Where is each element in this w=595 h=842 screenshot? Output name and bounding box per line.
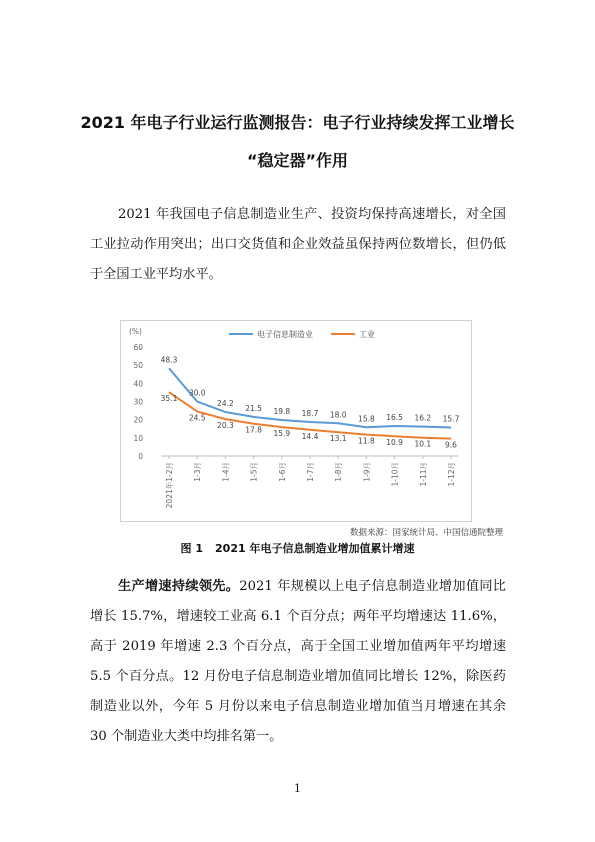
data-label: 35.1 [160, 394, 178, 404]
x-tick-label: 1-12月 [447, 462, 456, 487]
y-tick-label: 60 [133, 343, 143, 352]
data-label: 15.9 [273, 429, 291, 439]
data-label: 10.9 [386, 438, 403, 448]
intro-paragraph: 2021 年我国电子信息制造业生产、投资均保持高速增长，对全国工业拉动作用突出；出口交货值和企业效益虽保持两位数增长，但仍低于全国工业平均水平。 [90, 207, 506, 282]
data-label: 13.1 [329, 434, 347, 444]
source-note: 数据来源：国家统计局、中国信通院整理 [349, 528, 503, 538]
data-label: 24.5 [188, 413, 206, 423]
section-lead: 生产增速持续领先。 [118, 579, 240, 594]
title-line-1: 2021 年电子行业运行监测报告：电子行业持续发挥工业增长 [80, 113, 515, 132]
legend-label-1: 工业 [359, 330, 375, 339]
data-label: 20.3 [217, 421, 234, 431]
x-tick-label: 1-6月 [277, 462, 287, 482]
section-paragraph [90, 572, 506, 752]
data-label: 18.0 [329, 410, 347, 420]
legend-label-0: 电子信息制造业 [257, 330, 313, 339]
x-tick-label: 1-8月 [334, 462, 344, 482]
figure-title: 2021 年电子信息制造业增加值累计增速 [215, 542, 415, 555]
data-label: 16.2 [414, 413, 432, 423]
title-line-2: “稳定器”作用 [246, 151, 349, 170]
x-tick-label: 1-4月 [221, 462, 231, 482]
x-tick-label: 1-10月 [390, 462, 400, 487]
section-body: 2021 年规模以上电子信息制造业增加值同比增长 15.7%，增速较工业高 6.1 个百分点；两年平均增速达 11.6%，高于 2019 年增速 2.3 个百分点，高于全国工业增加值两年平均增速 5.5 个百分点。12 月份电子信息制造业增加值同比增长 12%，除医药制造业以外，今年 5 月份以来电子信息制造业增加值当月增速在其余 30 个制造业大类中均排名第一。 [90, 579, 506, 744]
x-tick-label: 1-7月 [306, 462, 315, 482]
series-line-0 [169, 368, 451, 427]
data-label: 24.2 [217, 399, 234, 409]
growth-chart [120, 320, 472, 522]
y-axis-label: (%) [129, 327, 142, 336]
x-tick-label: 1-11月 [418, 462, 428, 487]
data-label: 11.8 [358, 436, 375, 446]
x-tick-label: 1-5月 [249, 462, 259, 482]
figure-number: 图 1 [180, 542, 204, 555]
data-label: 14.4 [301, 431, 319, 441]
data-label: 19.8 [273, 407, 291, 417]
data-label: 17.8 [245, 425, 262, 435]
page-title [60, 104, 535, 180]
y-tick-label: 10 [133, 433, 143, 443]
data-label: 15.7 [442, 414, 460, 424]
data-label: 10.1 [414, 439, 432, 449]
data-label: 9.6 [445, 440, 457, 450]
growth-chart-svg [121, 321, 471, 521]
figure-caption [60, 540, 535, 556]
data-label: 18.7 [301, 409, 319, 419]
data-label: 16.5 [386, 413, 403, 423]
y-tick-label: 50 [133, 361, 143, 371]
y-tick-label: 40 [133, 379, 143, 389]
y-tick-label: 30 [133, 397, 143, 407]
x-tick-label: 1-9月 [362, 462, 372, 482]
y-tick-label: 0 [138, 452, 143, 461]
data-label: 21.5 [245, 403, 262, 413]
data-label: 30.0 [188, 388, 206, 398]
x-tick-label: 2021年1-2月 [165, 462, 174, 509]
page-number: 1 [294, 782, 301, 795]
data-label: 15.8 [358, 414, 375, 424]
x-tick-label: 1-3月 [193, 462, 203, 482]
y-tick-label: 20 [133, 415, 143, 425]
data-label: 48.3 [160, 355, 178, 365]
